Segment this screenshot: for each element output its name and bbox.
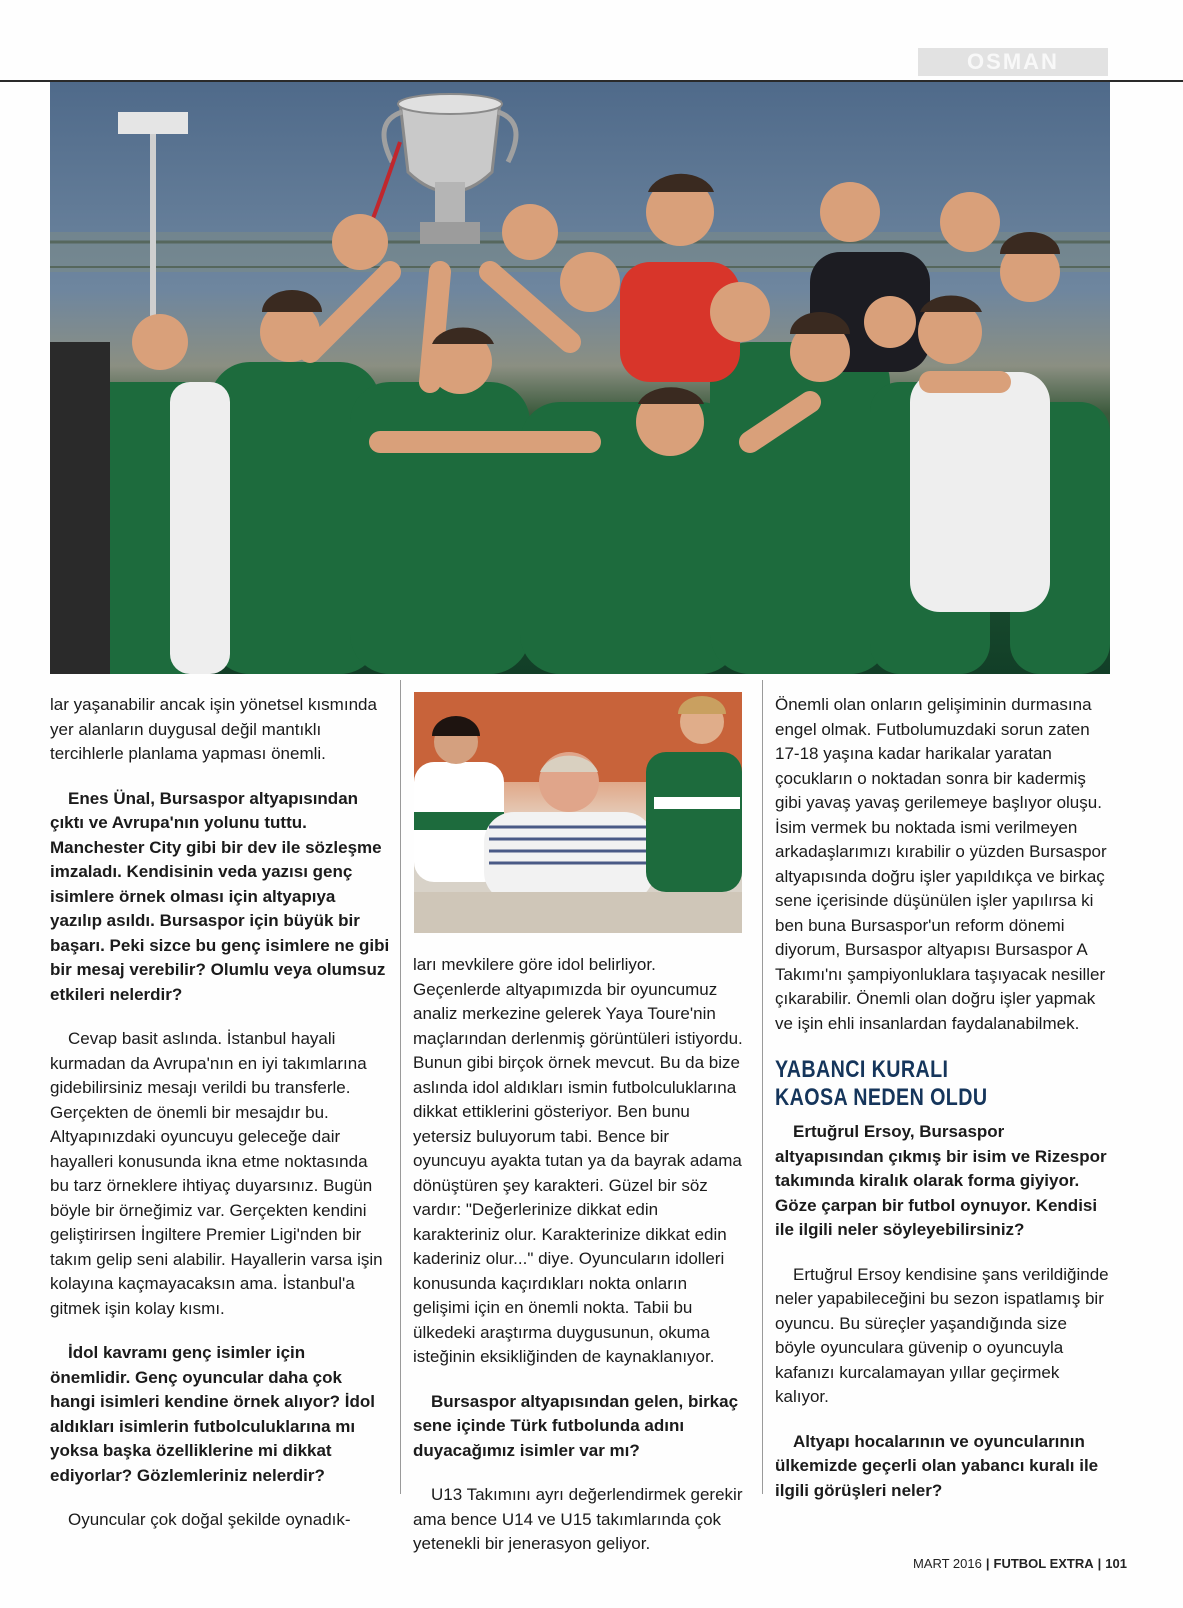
interview-answer: Cevap basit aslında. İstanbul hayali kurmadan da Avrupa'nın en iyi takımlarına gidebilirsiniz mesajı verildi bu transferle. Gerçekten de önemli bir mesajdır bu. Altyapınızdaki oyuncuyu geleceğe dair hayalleri konusunda ikna etme noktasında bu tarz örneklere ihtiyaç duyarsınız. Bugün böyle bir örneğimiz var. Gerçekten kendini geliştirirsen İngiltere Premier Ligi'nden bir takım gelip seni alabilir. Hayallerin varsa işin kolayına kaçmayacaksın ama. İstanbul'a gitmek işin kolay kısmı.: [50, 1029, 383, 1318]
column-3: [775, 693, 1110, 1523]
column-2: [413, 953, 743, 1577]
trophy-celebration-illustration: [50, 82, 1110, 674]
footer-separator: |: [985, 1556, 990, 1571]
hero-photo: [50, 82, 1110, 674]
interview-question: Ertuğrul Ersoy, Bursaspor altyapısından çıkmış bir isim ve Rizespor takımında kiralık olarak forma giyiyor. Göze çarpan bir futbol oynuyor. Kendisi ile ilgili neler söyleyebilirsiniz?: [775, 1122, 1107, 1239]
column-1: [50, 693, 390, 1553]
interview-question: Altyapı hocalarının ve oyuncularının ülkemizde geçerli olan yabancı kuralı ile ilgili görüşleri neler?: [775, 1431, 1099, 1500]
interview-answer: Ertuğrul Ersoy kendisine şans verildiğinde neler yapabileceğini bu sezon ispatlamış bir oyuncu. Bu süreçler yaşandığında size böyle oyunculara güvenip o oyuncuyla kafanızı kurcalamayan yıllar geçirmek kalıyor.: [775, 1264, 1109, 1406]
paragraph: ları mevkilere göre idol belirliyor. Geçenlerde altyapımızda bir oyuncumuz analiz merkezine gelerek Yaya Toure'nin maçlarından derlenmiş görüntüleri istiyordu. Bunun gibi birçok örnek mevcut. Bu da bize aslında idol aldıkları ismin futbolculuklarına dikkat ettiklerini gösteriyor. Ben bunu yetersiz buluyorum tabi. Bence bir oyuncuyu ayakta tutan ya da bayrak adama dönüştüren şey karakteri. Güzel bir söz vardır: "Değerlerinize dikkat edin karakteriniz olur. Karakterinize dikkat edin kaderiniz olur..." diye. Oyuncuların idolleri konusunda kaçırdıkları nokta onların gelişimi için en önemli nokta. Tabii bu ülkedeki araştırma duygusunun, okuma isteğinin eksikliğinden de kaynaklanıyor.: [413, 955, 743, 1366]
issue-date: MART 2016: [912, 1556, 982, 1571]
interview-answer: Oyuncular çok doğal şekilde oynadık-: [68, 1510, 351, 1529]
page-footer: [913, 1556, 1127, 1571]
interview-answer: U13 Takımını ayrı değerlendirmek gerekir ama bence U14 ve U15 takımlarında çok yetenekli bir jenerasyon geliyor.: [413, 1485, 743, 1553]
interview-question: İdol kavramı genç isimler için önemlidir. Genç oyuncular daha çok hangi isimleri kendine örnek alıyor? İdol aldıkları isimlerin futbolculuklarına mı yoksa başka özelliklerine mi dikkat ediyorlar? Gözlemleriniz nelerdir?: [50, 1343, 375, 1485]
subheading-line: KAOSA NEDEN OLDU: [775, 1084, 988, 1111]
column-divider: [400, 680, 401, 1494]
magazine-name: FUTBOL EXTRA: [993, 1556, 1094, 1571]
contract-signing-illustration: [414, 692, 742, 933]
subheading-line: YABANCI KURALI: [775, 1056, 949, 1083]
interview-question: Enes Ünal, Bursaspor altyapısından çıktı ve Avrupa'nın yolunu tuttu. Manchester City gibi bir dev ile sözleşme imzaladı. Kendisinin veda yazısı genç isimlere örnek olması için altyapıya yazılıp asıldı. Bursaspor için büyük bir başarı. Peki sizce bu genç isimlere ne gibi bir mesaj verebilir? Olumlu veya olumsuz etkileri nelerdir?: [50, 788, 390, 1004]
interview-question: Bursaspor altyapısından gelen, birkaç sene içinde Türk futbolunda adını duyacağımız isimler var mı?: [413, 1391, 739, 1460]
section-label: OSMAN: [918, 48, 1108, 76]
paragraph: lar yaşanabilir ancak işin yönetsel kısmında yer alanların duygusal değil mantıklı tercihlerle planlama yapması önemli.: [50, 695, 377, 763]
page-number: 101: [1105, 1556, 1127, 1571]
column-divider: [762, 680, 763, 1494]
paragraph: Önemli olan onların gelişiminin durmasına engel olmak. Futbolumuzdaki sorun zaten 17-18 yaşına kadar harikalar yaratan çocukların o noktadan sonra bir kadermiş gibi yavaş yavaş gerilemeye başlıyor oluşu. İsim vermek bu noktada ismi verilmeyen arkadaşlarımızı kırabilir o yüzden Bursaspor altyapısında doğru işler yapıldıkça ve birkaç sene içerisinde düşünülen işler yapılırsa ki ben buna Bursaspor'un reform dönemi diyorum, Bursaspor altyapısı Bursaspor A Takımı'nı şampiyonluklara taşıyacak nesiller çıkarabilir. Önemli olan doğru işler yapmak ve işin ehli insanlardan faydalanabilmek.: [775, 695, 1107, 1033]
inset-photo: [414, 692, 742, 933]
footer-separator: |: [1097, 1556, 1102, 1571]
